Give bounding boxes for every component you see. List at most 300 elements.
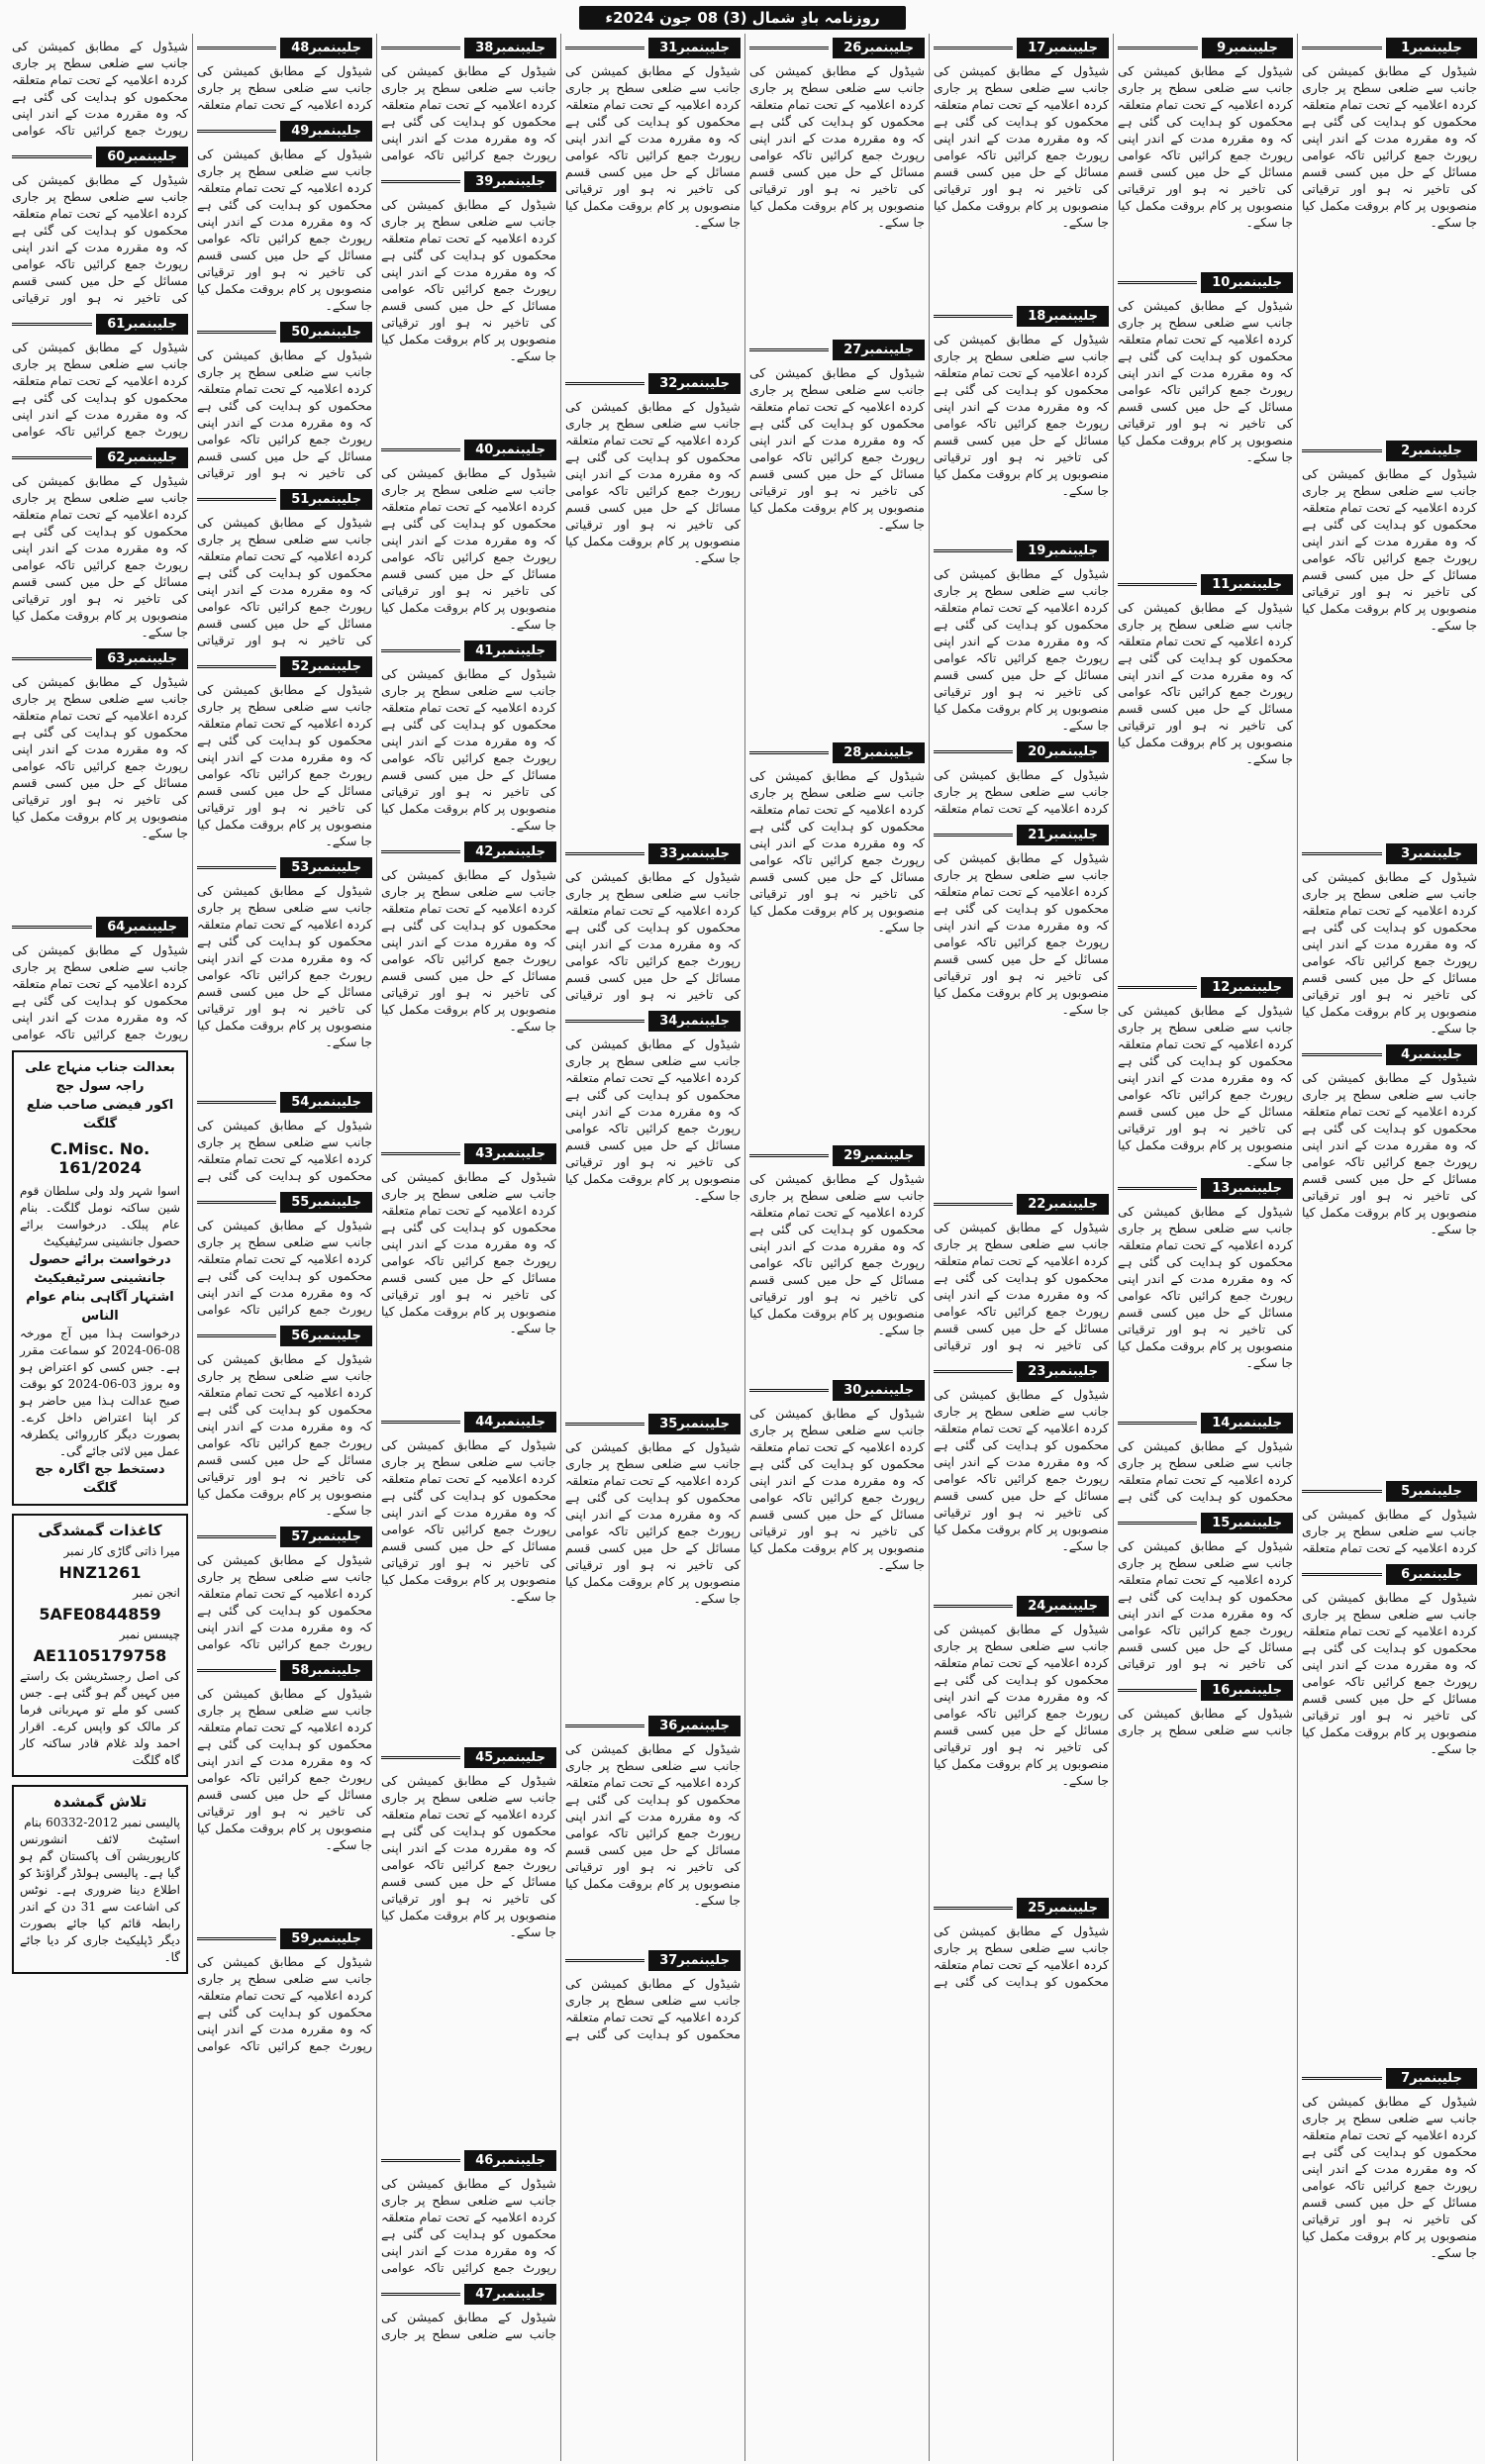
notice-body: شیڈول کے مطابق کمیشن کی جانب سے ضلعی سطح پر جاری کردہ اعلامیہ کے تحت تمام متعلقہ محکموں کو ہدایت کی گئی ہے کہ وہ مقررہ مدت کے اندر اپنی رپورٹ جمع کرائیں تاکہ عوامی — [12, 340, 188, 439]
header-rule — [934, 1203, 1013, 1215]
notice-item — [381, 641, 556, 834]
notice-body: شیڈول کے مطابق کمیشن کی جانب سے ضلعی سطح پر جاری کردہ اعلامیہ کے تحت تمام متعلقہ محکموں کو ہدایت کی گئی ہے کہ وہ مقررہ مدت کے اندر اپنی رپورٹ جمع کرائیں تاکہ عوامی مسائل کے حل میں کسی قسم کی تاخیر نہ ہو اور ترقیاتی منصوبوں پر کام بروقت مکمل کیا جا سکے۔ — [381, 197, 556, 363]
header-rule — [381, 180, 460, 192]
notice-header — [12, 917, 188, 937]
header-rule — [1302, 1490, 1382, 1502]
notice-number-label: جلیبنمبر37 — [648, 1950, 741, 1971]
notice-item — [381, 841, 556, 1135]
notice-item — [565, 1011, 741, 1406]
notice-number-label: جلیبنمبر20 — [1017, 741, 1109, 762]
notice-number-label: جلیبنمبر30 — [833, 1380, 925, 1401]
notice-item — [1118, 977, 1293, 1170]
notice-body: شیڈول کے مطابق کمیشن کی جانب سے ضلعی سطح پر جاری کردہ اعلامیہ کے تحت تمام متعلقہ محکموں کو ہدایت کی گئی ہے کہ وہ مقررہ مدت کے اندر اپنی رپورٹ جمع کرائیں تاکہ عوامی مسائل کے حل میں کسی قسم کی تاخیر نہ ہو اور ترقیاتی منصوبوں پر کام بروقت مکمل کیا جا سکے۔ — [565, 1439, 741, 1606]
notice-item — [934, 1194, 1109, 1353]
notice-header — [749, 38, 925, 58]
header-rule — [934, 750, 1013, 762]
column-5 — [560, 34, 744, 2461]
header-rule — [1118, 583, 1197, 595]
notice-header — [381, 641, 556, 661]
column-4 — [744, 34, 929, 2461]
header-rule — [934, 47, 1013, 58]
notice-number-label: جلیبنمبر22 — [1017, 1194, 1109, 1215]
notice-item — [1302, 1481, 1477, 1556]
notice-header — [381, 440, 556, 460]
notice-header — [197, 322, 372, 343]
notice-number-label: جلیبنمبر9 — [1202, 38, 1293, 58]
notice-body: شیڈول کے مطابق کمیشن کی جانب سے ضلعی سطح پر جاری کردہ اعلامیہ کے تحت تمام متعلقہ محکموں کو ہدایت کی گئی ہے کہ وہ مقررہ مدت کے اندر اپنی رپورٹ جمع کرائیں تاکہ عوامی مسائل کے حل میں کسی قسم کی تاخیر نہ ہو اور ترقیاتی منصوبوں پر کام بروقت مکمل کیا جا سکے۔ — [934, 332, 1109, 498]
header-rule — [1118, 1689, 1197, 1701]
header-rule — [197, 866, 276, 878]
notice-header — [381, 1747, 556, 1768]
notice-body: شیڈول کے مطابق کمیشن کی جانب سے ضلعی سطح پر جاری کردہ اعلامیہ کے تحت تمام متعلقہ محکموں کو ہدایت کی گئی ہے کہ وہ مقررہ مدت کے اندر اپنی رپورٹ جمع کرائیں تاکہ عوامی مسائل کے حل میں کسی قسم کی تاخیر نہ ہو اور ترقیاتی منصوبوں پر کام بروقت مکمل کیا جا سکے۔ — [1118, 63, 1293, 230]
notice-header — [381, 38, 556, 58]
notice-header — [381, 171, 556, 192]
notice-item — [197, 857, 372, 1084]
notice-header — [1302, 441, 1477, 461]
notice-body: شیڈول کے مطابق کمیشن کی جانب سے ضلعی سطح پر جاری — [381, 2310, 556, 2341]
notice-body: شیڈول کے مطابق کمیشن کی جانب سے ضلعی سطح پر جاری کردہ اعلامیہ کے تحت تمام متعلقہ محکموں کو ہدایت کی گئی ہے کہ وہ مقررہ مدت کے اندر اپنی رپورٹ جمع کرائیں تاکہ عوامی مسائل کے حل میں کسی قسم کی تاخیر نہ ہو اور ترقیاتی — [197, 347, 372, 480]
notice-header — [565, 1011, 741, 1032]
notice-item — [1302, 843, 1477, 1036]
notice-header — [749, 1380, 925, 1401]
notice-item — [381, 171, 556, 432]
notice-body: شیڈول کے مطابق کمیشن کی جانب سے ضلعی سطح پر جاری کردہ اعلامیہ کے تحت تمام متعلقہ محکموں کو ہدایت کی گئی ہے کہ وہ مقررہ مدت کے اندر اپنی رپورٹ جمع کرائیں تاکہ عوامی مسائل کے حل میں کسی قسم کی تاخیر نہ ہو اور ترقیاتی منصوبوں پر کام بروقت مکمل کیا جا سکے۔ — [197, 1686, 372, 1852]
notice-item — [381, 1412, 556, 1739]
notice-header — [749, 1145, 925, 1166]
notice-header — [1118, 1413, 1293, 1433]
header-rule — [12, 323, 92, 335]
header-rule — [1118, 1187, 1197, 1199]
notice-header — [1302, 1044, 1477, 1065]
column-8 — [8, 34, 192, 2461]
notice-body: شیڈول کے مطابق کمیشن کی جانب سے ضلعی سطح پر جاری کردہ اعلامیہ کے تحت تمام متعلقہ محکموں کو ہدایت کی گئی ہے کہ وہ مقررہ مدت کے اندر اپنی رپورٹ جمع کرائیں تاکہ عوامی مسائل کے حل میں کسی قسم کی تاخیر نہ ہو اور ترقیاتی منصوبوں پر کام بروقت مکمل کیا جا سکے۔ — [934, 566, 1109, 733]
notice-number-label: جلیبنمبر47 — [464, 2284, 556, 2305]
notice-body: شیڈول کے مطابق کمیشن کی جانب سے ضلعی سطح پر جاری کردہ اعلامیہ کے تحت تمام متعلقہ محکموں کو ہدایت کی گئی ہے کہ وہ مقررہ مدت کے اندر اپنی رپورٹ جمع کرائیں تاکہ عوامی مسائل کے حل میں کسی قسم کی تاخیر نہ ہو اور ترقیاتی منصوبوں پر کام بروقت مکمل کیا جا سکے۔ — [1302, 1070, 1477, 1236]
notice-number-label: جلیبنمبر19 — [1017, 541, 1109, 561]
notice-number-label: جلیبنمبر7 — [1386, 2068, 1477, 2089]
loss-notice-title: کاغذات گمشدگی — [38, 1522, 162, 1539]
notice-number-label: جلیبنمبر6 — [1386, 1564, 1477, 1585]
notice-header — [197, 1660, 372, 1681]
loss-notice-text2: انجن نمبر — [133, 1586, 180, 1600]
header-rule — [197, 665, 276, 677]
notice-body: شیڈول کے مطابق کمیشن کی جانب سے ضلعی سطح پر جاری کردہ اعلامیہ کے تحت تمام متعلقہ محکموں کو ہدایت کی گئی ہے کہ وہ مقررہ مدت کے اندر اپنی رپورٹ جمع کرائیں تاکہ عوامی مسائل کے حل میں کسی قسم کی تاخیر نہ ہو اور ترقیاتی منصوبوں پر کام بروقت مکمل کیا جا سکے۔ — [749, 365, 925, 532]
notice-number-label: جلیبنمبر12 — [1201, 977, 1293, 998]
notice-header — [197, 1928, 372, 1949]
notice-body: شیڈول کے مطابق کمیشن کی جانب سے ضلعی سطح پر جاری کردہ اعلامیہ کے تحت تمام متعلقہ محکموں کو ہدایت کی گئی ہے کہ وہ مقررہ مدت کے اندر اپنی رپورٹ جمع کرائیں تاکہ عوامی مسائل کے حل میں کسی قسم کی تاخیر نہ ہو اور ترقیاتی منصوبوں پر کام بروقت مکمل کیا جا سکے۔ — [749, 768, 925, 935]
notice-number-label: جلیبنمبر41 — [464, 641, 556, 661]
notice-header — [1302, 2068, 1477, 2089]
notice-body: شیڈول کے مطابق کمیشن کی جانب سے ضلعی سطح پر جاری کردہ اعلامیہ کے تحت تمام متعلقہ محکموں کو ہدایت کی گئی ہے کہ وہ مقررہ مدت کے اندر اپنی رپورٹ جمع کرائیں تاکہ عوامی مسائل کے حل میں کسی قسم کی تاخیر نہ ہو اور ترقیاتی — [934, 1220, 1109, 1352]
notice-body: شیڈول کے مطابق کمیشن کی جانب سے ضلعی سطح پر جاری کردہ اعلامیہ کے تحت تمام متعلقہ محکموں کو ہدایت کی گئی ہے کہ وہ مقررہ مدت کے اندر اپنی رپورٹ جمع کرائیں تاکہ عوامی — [197, 1552, 372, 1651]
notice-item — [197, 1092, 372, 1184]
notice-body: شیڈول کے مطابق کمیشن کی جانب سے ضلعی سطح پر جاری کردہ اعلامیہ کے تحت تمام متعلقہ محکموں کو ہدایت کی گئی ہے کہ وہ مقررہ مدت کے اندر اپنی رپورٹ جمع کرائیں تاکہ عوامی مسائل کے حل میں کسی قسم کی تاخیر نہ ہو اور ترقیاتی — [1118, 1538, 1293, 1671]
notice-body: شیڈول کے مطابق کمیشن کی جانب سے ضلعی سطح پر جاری کردہ اعلامیہ کے تحت تمام متعلقہ محکموں کو ہدایت کی گئی ہے کہ وہ مقررہ مدت کے اندر اپنی رپورٹ جمع کرائیں تاکہ عوامی — [12, 39, 188, 138]
notice-item — [381, 2284, 556, 2342]
header-rule — [381, 649, 460, 661]
header-rule — [749, 1389, 829, 1401]
notice-header — [934, 825, 1109, 845]
notice-body: شیڈول کے مطابق کمیشن کی جانب سے ضلعی سطح پر جاری کردہ اعلامیہ کے تحت تمام متعلقہ محکموں کو ہدایت کی گئی ہے کہ وہ مقررہ مدت کے اندر اپنی رپورٹ جمع کرائیں تاکہ عوامی مسائل کے حل میں کسی قسم کی تاخیر نہ ہو اور ترقیاتی منصوبوں پر کام بروقت مکمل کیا جا سکے۔ — [1118, 298, 1293, 464]
header-rule — [197, 130, 276, 142]
header-rule — [12, 456, 92, 468]
header-rule — [1302, 1053, 1382, 1065]
notice-header — [565, 38, 741, 58]
notice-body: شیڈول کے مطابق کمیشن کی جانب سے ضلعی سطح پر جاری کردہ اعلامیہ کے تحت تمام متعلقہ محکموں کو ہدایت کی گئی ہے کہ وہ مقررہ مدت کے اندر اپنی رپورٹ جمع کرائیں تاکہ عوامی مسائل کے حل میں کسی قسم کی تاخیر نہ ہو اور ترقیاتی منصوبوں پر کام بروقت مکمل کیا جا سکے۔ — [197, 147, 372, 313]
header-rule — [749, 348, 829, 360]
notice-body: شیڈول کے مطابق کمیشن کی جانب سے ضلعی سطح پر جاری کردہ اعلامیہ کے تحت تمام متعلقہ محکموں کو ہدایت کی گئی ہے — [565, 1976, 741, 2041]
notice-number-label: جلیبنمبر63 — [96, 648, 188, 669]
notice-number-label: جلیبنمبر13 — [1201, 1178, 1293, 1199]
notice-item — [934, 1361, 1109, 1588]
header-rule — [12, 657, 92, 669]
notice-header — [565, 1716, 741, 1736]
notice-header — [749, 742, 925, 763]
header-rule — [381, 1756, 460, 1768]
notice-body: شیڈول کے مطابق کمیشن کی جانب سے ضلعی سطح پر جاری — [1118, 1706, 1293, 1737]
header-rule — [565, 382, 644, 394]
notice-item — [1302, 1564, 1477, 2060]
notice-number-label: جلیبنمبر27 — [833, 340, 925, 360]
header-rule — [1118, 1422, 1197, 1433]
header-rule — [1302, 1573, 1382, 1585]
notice-number-label: جلیبنمبر64 — [96, 917, 188, 937]
notice-number-label: جلیبنمبر56 — [280, 1326, 372, 1346]
notice-number-label: جلیبنمبر42 — [464, 841, 556, 862]
header-rule — [749, 751, 829, 763]
header-rule — [197, 1535, 276, 1547]
notice-body: شیڈول کے مطابق کمیشن کی جانب سے ضلعی سطح پر جاری کردہ اعلامیہ کے تحت تمام متعلقہ محکموں کو ہدایت کی گئی ہے کہ وہ مقررہ مدت کے اندر اپنی رپورٹ جمع کرائیں تاکہ عوامی مسائل کے حل میں کسی قسم کی تاخیر نہ ہو اور ترقیاتی — [12, 172, 188, 305]
masthead — [0, 0, 1485, 36]
header-rule — [565, 47, 644, 58]
header-rule — [1118, 1522, 1197, 1533]
notice-item — [197, 38, 372, 113]
notice-number-label: جلیبنمبر52 — [280, 656, 372, 677]
header-rule — [1118, 986, 1197, 998]
court-notice-body2: درخواست ہذا میں آج مورخہ 08-06-2024 کو سماعت مقرر ہے۔ جس کسی کو اعتراض ہو وہ بروز 03-06-2024 کو بوقت صبح عدالت ہذا میں حاضر ہو کر اپنا اعتراض داخل کرے۔ بصورت دیگر کارروائی یکطرفہ عمل میں لائی جائے گی۔ — [20, 1327, 180, 1458]
header-rule — [381, 448, 460, 460]
notice-body: شیڈول کے مطابق کمیشن کی جانب سے ضلعی سطح پر جاری کردہ اعلامیہ کے تحت تمام متعلقہ — [934, 767, 1109, 816]
notice-header — [12, 447, 188, 468]
notice-item — [934, 541, 1109, 734]
notice-body: شیڈول کے مطابق کمیشن کی جانب سے ضلعی سطح پر جاری کردہ اعلامیہ کے تحت تمام متعلقہ محکموں کو ہدایت کی گئی ہے کہ وہ مقررہ مدت کے اندر اپنی رپورٹ جمع کرائیں تاکہ عوامی مسائل کے حل میں کسی قسم کی تاخیر نہ ہو اور ترقیاتی منصوبوں پر کام بروقت مکمل کیا جا سکے۔ — [749, 1171, 925, 1337]
notice-number-label: جلیبنمبر2 — [1386, 441, 1477, 461]
column-7 — [192, 34, 376, 2461]
notice-header — [749, 340, 925, 360]
notice-body: شیڈول کے مطابق کمیشن کی جانب سے ضلعی سطح پر جاری کردہ اعلامیہ کے تحت تمام متعلقہ محکموں کو ہدایت کی گئی ہے کہ وہ مقررہ مدت کے اندر اپنی رپورٹ جمع کرائیں تاکہ عوامی مسائل کے حل میں کسی قسم کی تاخیر نہ ہو اور ترقیاتی منصوبوں پر کام بروقت مکمل کیا جا سکے۔ — [749, 63, 925, 230]
notice-body: شیڈول کے مطابق کمیشن کی جانب سے ضلعی سطح پر جاری کردہ اعلامیہ کے تحت تمام متعلقہ محکموں کو ہدایت کی گئی ہے کہ وہ مقررہ مدت کے اندر اپنی رپورٹ جمع کرائیں تاکہ عوامی — [12, 942, 188, 1041]
notice-body: شیڈول کے مطابق کمیشن کی جانب سے ضلعی سطح پر جاری کردہ اعلامیہ کے تحت تمام متعلقہ محکموں کو ہدایت کی گئی ہے کہ وہ مقررہ مدت کے اندر اپنی رپورٹ جمع کرائیں تاکہ عوامی مسائل کے حل میں کسی قسم کی تاخیر نہ ہو اور ترقیاتی منصوبوں پر کام بروقت مکمل کیا جا سکے۔ — [565, 399, 741, 565]
court-notice-title3: اشتہار آگاہی بنام عوام الناس — [26, 1290, 174, 1324]
notice-item — [12, 648, 188, 909]
notice-body: شیڈول کے مطابق کمیشن کی جانب سے ضلعی سطح پر جاری کردہ اعلامیہ کے تحت تمام متعلقہ محکموں کو ہدایت کی گئی ہے کہ وہ مقررہ مدت کے اندر اپنی رپورٹ جمع کرائیں تاکہ عوامی مسائل کے حل میں کسی قسم کی تاخیر نہ ہو اور ترقیاتی منصوبوں پر کام بروقت مکمل کیا جا سکے۔ — [1302, 466, 1477, 633]
notice-header — [1118, 272, 1293, 293]
notice-header — [197, 121, 372, 142]
notice-number-label: جلیبنمبر46 — [464, 2150, 556, 2171]
notice-body: شیڈول کے مطابق کمیشن کی جانب سے ضلعی سطح پر جاری کردہ اعلامیہ کے تحت تمام متعلقہ محکموں کو ہدایت کی گئی ہے کہ وہ مقررہ مدت کے اندر اپنی رپورٹ جمع کرائیں تاکہ عوامی مسائل کے حل میں کسی قسم کی تاخیر نہ ہو اور ترقیاتی منصوبوں پر کام بروقت مکمل کیا جا سکے۔ — [197, 883, 372, 1049]
notice-number-label: جلیبنمبر32 — [648, 373, 741, 394]
notice-number-label: جلیبنمبر34 — [648, 1011, 741, 1032]
notice-header — [12, 314, 188, 335]
notice-number-label: جلیبنمبر60 — [96, 147, 188, 167]
policy-notice-text2: اسٹیٹ لائف انشورنس کارپوریشن آف پاکستان گم ہو گیا ہے۔ پالیسی ہولڈر گراؤنڈ کو اطلاع دینا ضروری ہے۔ نوٹس کی اشاعت سے 31 دن کے اندر رابطہ قائم کیا جائے بصورت دیگر ڈپلیکیٹ جاری کر دیا جائے گا۔ — [20, 1832, 180, 1964]
notice-item — [197, 656, 372, 849]
notice-item — [565, 1716, 741, 1942]
header-rule — [565, 1423, 644, 1434]
header-rule — [565, 852, 644, 864]
notice-item — [749, 1380, 925, 1943]
notice-item — [1118, 1680, 1293, 1738]
notice-header — [1302, 38, 1477, 58]
notice-body: شیڈول کے مطابق کمیشن کی جانب سے ضلعی سطح پر جاری کردہ اعلامیہ کے تحت تمام متعلقہ محکموں کو ہدایت کی گئی ہے کہ وہ مقررہ مدت کے اندر اپنی رپورٹ جمع کرائیں تاکہ عوامی — [381, 2176, 556, 2275]
notice-item — [197, 322, 372, 481]
notice-body: شیڈول کے مطابق کمیشن کی جانب سے ضلعی سطح پر جاری کردہ اعلامیہ کے تحت تمام متعلقہ محکموں کو ہدایت کی گئی ہے کہ وہ مقررہ مدت کے اندر اپنی رپورٹ جمع کرائیں تاکہ عوامی مسائل کے حل میں کسی قسم کی تاخیر نہ ہو اور ترقیاتی منصوبوں پر کام بروقت مکمل کیا جا سکے۔ — [749, 1406, 925, 1572]
notice-number-label: جلیبنمبر50 — [280, 322, 372, 343]
header-rule — [1118, 47, 1198, 58]
header-rule — [197, 1669, 276, 1681]
notice-header — [1118, 1680, 1293, 1701]
notice-item — [1118, 1178, 1293, 1405]
header-rule — [381, 850, 460, 862]
notice-item — [197, 1660, 372, 1921]
notice-number-label: جلیبنمبر49 — [280, 121, 372, 142]
notice-item — [12, 38, 188, 139]
notice-header — [197, 1326, 372, 1346]
notice-body: شیڈول کے مطابق کمیشن کی جانب سے ضلعی سطح پر جاری کردہ اعلامیہ کے تحت تمام متعلقہ محکموں کو ہدایت کی گئی ہے کہ وہ مقررہ مدت کے اندر اپنی رپورٹ جمع کرائیں تاکہ عوامی مسائل کے حل میں کسی قسم کی تاخیر نہ ہو اور ترقیاتی منصوبوں پر کام بروقت مکمل کیا جا سکے۔ — [381, 666, 556, 833]
notice-item — [1118, 272, 1293, 566]
notice-number-label: جلیبنمبر4 — [1386, 1044, 1477, 1065]
notice-number-label: جلیبنمبر48 — [280, 38, 372, 58]
notice-body: شیڈول کے مطابق کمیشن کی جانب سے ضلعی سطح پر جاری کردہ اعلامیہ کے تحت تمام متعلقہ محکموں کو ہدایت کی گئی ہے کہ وہ مقررہ مدت کے اندر اپنی رپورٹ جمع کرائیں تاکہ عوامی مسائل کے حل میں کسی قسم کی تاخیر نہ ہو اور ترقیاتی منصوبوں پر کام بروقت مکمل کیا جا سکے۔ — [1118, 1003, 1293, 1169]
notice-item — [381, 440, 556, 633]
notice-number-label: جلیبنمبر17 — [1017, 38, 1109, 58]
header-rule — [197, 331, 276, 343]
newspaper-page — [4, 34, 1481, 2461]
notice-body: شیڈول کے مطابق کمیشن کی جانب سے ضلعی سطح پر جاری کردہ اعلامیہ کے تحت تمام متعلقہ محکموں کو ہدایت کی گئی ہے کہ وہ مقررہ مدت کے اندر اپنی رپورٹ جمع کرائیں تاکہ عوامی — [381, 63, 556, 162]
court-notice-line1: بعدالت جناب منہاج علی راجہ سول جج — [25, 1060, 175, 1094]
header-rule — [12, 926, 92, 937]
notice-body: شیڈول کے مطابق کمیشن کی جانب سے ضلعی سطح پر جاری کردہ اعلامیہ کے تحت تمام متعلقہ محکموں کو ہدایت کی گئی ہے — [934, 1923, 1109, 1989]
header-rule — [197, 1101, 276, 1113]
notice-header — [197, 1092, 372, 1113]
loss-notice-vehicle — [12, 1514, 188, 1777]
policy-notice-text1: پالیسی نمبر 2012-60332 بنام — [24, 1816, 180, 1829]
court-notice-body: اسوا شہر ولد ولی سلطان قوم شین ساکنہ نومل گلگت۔ بنام عام پبلک۔ درخواست برائے حصول جانشینی سرٹیفیکیٹ — [20, 1184, 180, 1248]
notice-header — [197, 1527, 372, 1547]
header-rule — [934, 315, 1013, 327]
header-rule — [565, 1959, 644, 1971]
notice-item — [1302, 441, 1477, 836]
notice-item — [12, 147, 188, 306]
notice-number-label: جلیبنمبر36 — [648, 1716, 741, 1736]
notice-number-label: جلیبنمبر24 — [1017, 1596, 1109, 1617]
notice-body: شیڈول کے مطابق کمیشن کی جانب سے ضلعی سطح پر جاری کردہ اعلامیہ کے تحت تمام متعلقہ محکموں کو ہدایت کی گئی ہے کہ وہ مقررہ مدت کے اندر اپنی رپورٹ جمع کرائیں تاکہ عوامی مسائل کے حل میں کسی قسم کی تاخیر نہ ہو اور ترقیاتی — [565, 869, 741, 1002]
notice-number-label: جلیبنمبر21 — [1017, 825, 1109, 845]
notice-number-label: جلیبنمبر26 — [833, 38, 925, 58]
notice-header — [934, 741, 1109, 762]
notice-number-label: جلیبنمبر38 — [464, 38, 556, 58]
notice-item — [749, 340, 925, 735]
notice-body: شیڈول کے مطابق کمیشن کی جانب سے ضلعی سطح پر جاری کردہ اعلامیہ کے تحت تمام متعلقہ محکموں کو ہدایت کی گئی ہے کہ وہ مقررہ مدت کے اندر اپنی رپورٹ جمع کرائیں تاکہ عوامی مسائل کے حل میں کسی قسم کی تاخیر نہ ہو اور ترقیاتی منصوبوں پر کام بروقت مکمل کیا جا سکے۔ — [565, 1036, 741, 1203]
header-rule — [565, 1020, 644, 1032]
notice-number-label: جلیبنمبر33 — [648, 843, 741, 864]
notice-number-label: جلیبنمبر43 — [464, 1143, 556, 1164]
notice-number-label: جلیبنمبر11 — [1201, 574, 1293, 595]
notice-body: شیڈول کے مطابق کمیشن کی جانب سے ضلعی سطح پر جاری کردہ اعلامیہ کے تحت تمام متعلقہ محکموں کو ہدایت کی گئی ہے کہ وہ مقررہ مدت کے اندر اپنی رپورٹ جمع کرائیں تاکہ عوامی مسائل کے حل میں کسی قسم کی تاخیر نہ ہو اور ترقیاتی منصوبوں پر کام بروقت مکمل کیا جا سکے۔ — [934, 850, 1109, 1017]
notice-header — [934, 1596, 1109, 1617]
notice-body: شیڈول کے مطابق کمیشن کی جانب سے ضلعی سطح پر جاری کردہ اعلامیہ کے تحت تمام متعلقہ محکموں کو ہدایت کی گئی ہے کہ وہ مقررہ مدت کے اندر اپنی رپورٹ جمع کرائیں تاکہ عوامی مسائل کے حل میں کسی قسم کی تاخیر نہ ہو اور ترقیاتی منصوبوں پر کام بروقت مکمل کیا جا سکے۔ — [381, 1169, 556, 1335]
notice-body: شیڈول کے مطابق کمیشن کی جانب سے ضلعی سطح پر جاری کردہ اعلامیہ کے تحت تمام متعلقہ محکموں کو ہدایت کی گئی ہے کہ وہ مقررہ مدت کے اندر اپنی رپورٹ جمع کرائیں تاکہ عوامی مسائل کے حل میں کسی قسم کی تاخیر نہ ہو اور ترقیاتی — [197, 515, 372, 647]
notice-header — [381, 2284, 556, 2305]
notice-header — [565, 1950, 741, 1971]
notice-number-label: جلیبنمبر23 — [1017, 1361, 1109, 1382]
notice-item — [1118, 574, 1293, 969]
notice-header — [565, 373, 741, 394]
notice-header — [381, 841, 556, 862]
header-rule — [381, 1152, 460, 1164]
notice-item — [197, 1192, 372, 1318]
notice-number-label: جلیبنمبر55 — [280, 1192, 372, 1213]
notice-item — [749, 742, 925, 1137]
header-rule — [749, 47, 829, 58]
court-notice — [12, 1050, 188, 1506]
notice-body: شیڈول کے مطابق کمیشن کی جانب سے ضلعی سطح پر جاری کردہ اعلامیہ کے تحت تمام متعلقہ محکموں کو ہدایت کی گئی ہے کہ وہ مقررہ مدت کے اندر اپنی رپورٹ جمع کرائیں تاکہ عوامی مسائل کے حل میں کسی قسم کی تاخیر نہ ہو اور ترقیاتی منصوبوں پر کام بروقت مکمل کیا جا سکے۔ — [1302, 869, 1477, 1035]
notice-item — [1302, 1044, 1477, 1473]
header-rule — [12, 155, 92, 167]
loss-notice-text4: کی اصل رجسٹریشن بک راستے میں کہیں گم ہو گئی ہے۔ جس کسی کو ملے تو مہربانی فرما کر مالک کو واپس کرے۔ اقرار احمد ولد غلام قادر ساکنہ کار گاہ گلگت — [20, 1669, 180, 1767]
notice-header — [1302, 843, 1477, 864]
notice-number-label: جلیبنمبر44 — [464, 1412, 556, 1432]
notice-item — [381, 1747, 556, 2142]
notice-item — [12, 314, 188, 440]
notice-item — [749, 1145, 925, 1372]
header-rule — [934, 1370, 1013, 1382]
notice-header — [197, 656, 372, 677]
notice-header — [1302, 1564, 1477, 1585]
header-rule — [565, 1725, 644, 1736]
notice-number-label: جلیبنمبر16 — [1201, 1680, 1293, 1701]
notice-item — [1118, 38, 1293, 264]
notice-body: شیڈول کے مطابق کمیشن کی جانب سے ضلعی سطح پر جاری کردہ اعلامیہ کے تحت تمام متعلقہ — [1302, 1507, 1477, 1555]
header-rule — [1118, 281, 1197, 293]
notice-item — [934, 1596, 1109, 1890]
notice-body: شیڈول کے مطابق کمیشن کی جانب سے ضلعی سطح پر جاری کردہ اعلامیہ کے تحت تمام متعلقہ محکموں کو ہدایت کی گئی ہے کہ وہ مقررہ مدت کے اندر اپنی رپورٹ جمع کرائیں تاکہ عوامی مسائل کے حل میں کسی قسم کی تاخیر نہ ہو اور ترقیاتی منصوبوں پر کام بروقت مکمل کیا جا سکے۔ — [565, 63, 741, 230]
notice-number-label: جلیبنمبر51 — [280, 489, 372, 510]
notice-item — [565, 38, 741, 365]
notice-header — [1118, 38, 1293, 58]
notice-header — [1118, 574, 1293, 595]
notice-header — [934, 1361, 1109, 1382]
header-rule — [197, 1201, 276, 1213]
chassis-number: AE1105179758 — [33, 1646, 167, 1665]
header-rule — [381, 47, 460, 58]
notice-item — [934, 1898, 1109, 1990]
column-1 — [1297, 34, 1481, 2461]
notice-item — [197, 1527, 372, 1652]
notice-item — [197, 121, 372, 314]
notice-body: شیڈول کے مطابق کمیشن کی جانب سے ضلعی سطح پر جاری کردہ اعلامیہ کے تحت تمام متعلقہ محکموں کو ہدایت کی گئی ہے کہ وہ مقررہ مدت کے اندر اپنی رپورٹ جمع کرائیں تاکہ عوامی مسائل کے حل میں کسی قسم کی تاخیر نہ ہو اور ترقیاتی منصوبوں پر کام بروقت مکمل کیا جا سکے۔ — [381, 1437, 556, 1604]
notice-body: شیڈول کے مطابق کمیشن کی جانب سے ضلعی سطح پر جاری کردہ اعلامیہ کے تحت تمام متعلقہ محکموں کو ہدایت کی گئی ہے — [197, 1118, 372, 1183]
notice-body: شیڈول کے مطابق کمیشن کی جانب سے ضلعی سطح پر جاری کردہ اعلامیہ کے تحت تمام متعلقہ محکموں کو ہدایت کی گئی ہے کہ وہ مقررہ مدت کے اندر اپنی رپورٹ جمع کرائیں تاکہ عوامی مسائل کے حل میں کسی قسم کی تاخیر نہ ہو اور ترقیاتی منصوبوں پر کام بروقت مکمل کیا جا سکے۔ — [934, 1387, 1109, 1553]
header-rule — [934, 549, 1013, 561]
notice-number-label: جلیبنمبر62 — [96, 447, 188, 468]
notice-number-label: جلیبنمبر15 — [1201, 1513, 1293, 1533]
notice-item — [565, 1950, 741, 2042]
notice-number-label: جلیبنمبر45 — [464, 1747, 556, 1768]
notice-number-label: جلیبنمبر61 — [96, 314, 188, 335]
notice-item — [1118, 1413, 1293, 1505]
header-rule — [197, 1334, 276, 1346]
notice-body: شیڈول کے مطابق کمیشن کی جانب سے ضلعی سطح پر جاری کردہ اعلامیہ کے تحت تمام متعلقہ — [197, 63, 372, 112]
column-6 — [376, 34, 560, 2461]
notice-body: شیڈول کے مطابق کمیشن کی جانب سے ضلعی سطح پر جاری کردہ اعلامیہ کے تحت تمام متعلقہ محکموں کو ہدایت کی گئی ہے کہ وہ مقررہ مدت کے اندر اپنی رپورٹ جمع کرائیں تاکہ عوامی مسائل کے حل میں کسی قسم کی تاخیر نہ ہو اور ترقیاتی منصوبوں پر کام بروقت مکمل کیا جا سکے۔ — [381, 1773, 556, 1939]
notice-header — [197, 857, 372, 878]
notice-header — [381, 2150, 556, 2171]
notice-item — [565, 373, 741, 836]
notice-header — [1118, 1178, 1293, 1199]
notice-header — [197, 489, 372, 510]
court-case-number: C.Misc. No. 161/2024 — [50, 1139, 150, 1177]
notice-body: شیڈول کے مطابق کمیشن کی جانب سے ضلعی سطح پر جاری کردہ اعلامیہ کے تحت تمام متعلقہ محکموں کو ہدایت کی گئی ہے کہ وہ مقررہ مدت کے اندر اپنی رپورٹ جمع کرائیں تاکہ عوامی مسائل کے حل میں کسی قسم کی تاخیر نہ ہو اور ترقیاتی منصوبوں پر کام بروقت مکمل کیا جا سکے۔ — [381, 867, 556, 1034]
notice-body: شیڈول کے مطابق کمیشن کی جانب سے ضلعی سطح پر جاری کردہ اعلامیہ کے تحت تمام متعلقہ محکموں کو ہدایت کی گئی ہے کہ وہ مقررہ مدت کے اندر اپنی رپورٹ جمع کرائیں تاکہ عوامی مسائل کے حل میں کسی قسم کی تاخیر نہ ہو اور ترقیاتی منصوبوں پر کام بروقت مکمل کیا جا سکے۔ — [1118, 1204, 1293, 1370]
notice-item — [565, 843, 741, 1003]
court-notice-title2: درخواست برائے حصول جانشینی سرٹیفیکیٹ — [29, 1252, 171, 1286]
loss-notice-policy — [12, 1785, 188, 1974]
notice-number-label: جلیبنمبر18 — [1017, 306, 1109, 327]
notice-header — [381, 1412, 556, 1432]
notice-number-label: جلیبنمبر40 — [464, 440, 556, 460]
notice-number-label: جلیبنمبر3 — [1386, 843, 1477, 864]
notice-header — [381, 1143, 556, 1164]
notice-number-label: جلیبنمبر28 — [833, 742, 925, 763]
notice-number-label: جلیبنمبر29 — [833, 1145, 925, 1166]
notice-number-label: جلیبنمبر31 — [648, 38, 741, 58]
notice-item — [934, 306, 1109, 533]
notice-header — [197, 1192, 372, 1213]
notice-body: شیڈول کے مطابق کمیشن کی جانب سے ضلعی سطح پر جاری کردہ اعلامیہ کے تحت تمام متعلقہ محکموں کو ہدایت کی گئی ہے کہ وہ مقررہ مدت کے اندر اپنی رپورٹ جمع کرائیں تاکہ عوامی مسائل کے حل میں کسی قسم کی تاخیر نہ ہو اور ترقیاتی منصوبوں پر کام بروقت مکمل کیا جا سکے۔ — [12, 674, 188, 840]
notice-number-label: جلیبنمبر54 — [280, 1092, 372, 1113]
notice-body: شیڈول کے مطابق کمیشن کی جانب سے ضلعی سطح پر جاری کردہ اعلامیہ کے تحت تمام متعلقہ محکموں کو ہدایت کی گئی ہے کہ وہ مقررہ مدت کے اندر اپنی رپورٹ جمع کرائیں تاکہ عوامی مسائل کے حل میں کسی قسم کی تاخیر نہ ہو اور ترقیاتی منصوبوں پر کام بروقت مکمل کیا جا سکے۔ — [197, 682, 372, 848]
notice-item — [749, 38, 925, 332]
notice-body: شیڈول کے مطابق کمیشن کی جانب سے ضلعی سطح پر جاری کردہ اعلامیہ کے تحت تمام متعلقہ محکموں کو ہدایت کی گئی ہے کہ وہ مقررہ مدت کے اندر اپنی رپورٹ جمع کرائیں تاکہ عوامی — [197, 1954, 372, 2053]
loss-notice-text3: چیسس نمبر — [119, 1627, 180, 1641]
notice-body: شیڈول کے مطابق کمیشن کی جانب سے ضلعی سطح پر جاری کردہ اعلامیہ کے تحت تمام متعلقہ محکموں کو ہدایت کی گئی ہے کہ وہ مقررہ مدت کے اندر اپنی رپورٹ جمع کرائیں تاکہ عوامی مسائل کے حل میں کسی قسم کی تاخیر نہ ہو اور ترقیاتی منصوبوں پر کام بروقت مکمل کیا جا سکے۔ — [934, 63, 1109, 230]
notice-header — [934, 541, 1109, 561]
court-notice-signoff: دستخط جج اگارہ جج گلگت — [35, 1462, 165, 1496]
header-rule — [381, 2159, 460, 2171]
header-rule — [197, 498, 276, 510]
column-2 — [1113, 34, 1297, 2461]
notice-number-label: جلیبنمبر10 — [1201, 272, 1293, 293]
court-notice-line2: اکور فیضی صاحب ضلع گلگت — [26, 1098, 174, 1132]
notice-number-label: جلیبنمبر5 — [1386, 1481, 1477, 1502]
notice-header — [934, 1898, 1109, 1919]
notice-body: شیڈول کے مطابق کمیشن کی جانب سے ضلعی سطح پر جاری کردہ اعلامیہ کے تحت تمام متعلقہ محکموں کو ہدایت کی گئی ہے کہ وہ مقررہ مدت کے اندر اپنی رپورٹ جمع کرائیں تاکہ عوامی مسائل کے حل میں کسی قسم کی تاخیر نہ ہو اور ترقیاتی منصوبوں پر کام بروقت مکمل کیا جا سکے۔ — [565, 1741, 741, 1908]
notice-item — [934, 741, 1109, 817]
notice-number-label: جلیبنمبر25 — [1017, 1898, 1109, 1919]
header-rule — [1302, 47, 1382, 58]
notice-header — [934, 306, 1109, 327]
column-3 — [929, 34, 1113, 2461]
notice-body: شیڈول کے مطابق کمیشن کی جانب سے ضلعی سطح پر جاری کردہ اعلامیہ کے تحت تمام متعلقہ محکموں کو ہدایت کی گئی ہے کہ وہ مقررہ مدت کے اندر اپنی رپورٹ جمع کرائیں تاکہ عوامی مسائل کے حل میں کسی قسم کی تاخیر نہ ہو اور ترقیاتی منصوبوں پر کام بروقت مکمل کیا جا سکے۔ — [1302, 2094, 1477, 2260]
notice-item — [381, 2150, 556, 2276]
notice-item — [197, 1928, 372, 2054]
vehicle-number: HNZ1261 — [58, 1563, 142, 1582]
notice-body: شیڈول کے مطابق کمیشن کی جانب سے ضلعی سطح پر جاری کردہ اعلامیہ کے تحت تمام متعلقہ محکموں کو ہدایت کی گئی ہے کہ وہ مقررہ مدت کے اندر اپنی رپورٹ جمع کرائیں تاکہ عوامی مسائل کے حل میں کسی قسم کی تاخیر نہ ہو اور ترقیاتی منصوبوں پر کام بروقت مکمل کیا جا سکے۔ — [934, 1622, 1109, 1788]
header-rule — [1302, 852, 1382, 864]
notice-number-label: جلیبنمبر14 — [1201, 1413, 1293, 1433]
notice-header — [934, 38, 1109, 58]
